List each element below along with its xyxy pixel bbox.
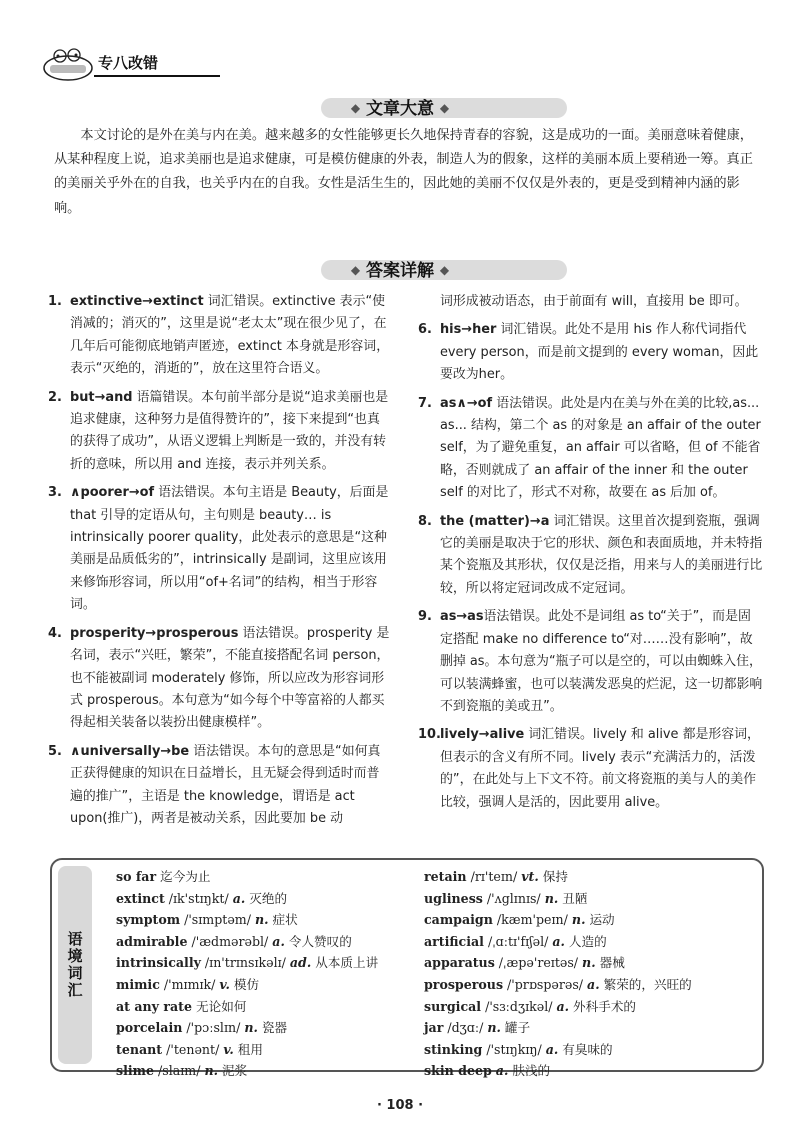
header-title: 专八改错: [98, 54, 159, 72]
vocab-phonetic: /'pɔːslɪn/: [182, 1020, 245, 1036]
vocab-pos: a.: [587, 976, 600, 992]
answer-explanation: 词汇错误。lively 和 alive 都是形容词，但表示的含义有所不同。lively 表示“充满活力的，活泼的”，在此处与上下文不符。前文将瓷瓶的美与人的美作比较，强调人是活的，因此要用 alive。: [440, 727, 760, 810]
answers-heading: [0, 258, 800, 283]
vocab-entry: [424, 866, 754, 888]
vocab-pos: vt.: [521, 869, 539, 884]
vocab-phonetic: /'sɪmptəm/: [180, 912, 255, 928]
diamond-icon: ◆: [350, 101, 361, 115]
vocabulary-label-text: 语境词汇: [65, 931, 84, 999]
vocab-meaning: 模仿: [229, 976, 260, 992]
vocab-pos: n.: [571, 912, 586, 928]
summary-title: 文章大意: [366, 99, 434, 119]
vocab-meaning: 灭绝的: [245, 890, 288, 906]
vocab-pos: a.: [495, 1063, 509, 1079]
vocab-phonetic: /'mɪmɪk/: [159, 976, 220, 992]
vocab-phonetic: /'sɜːdʒɪkəl/: [481, 998, 557, 1014]
answer-explanation: 词汇错误。这里首次提到瓷瓶，强调它的美丽是取决于它的形状、颜色和表面质地，并未特指某个瓷瓶及其形状，仅仅是泛指，用来与人的美丽进行比较，所以将定冠词改成不定冠词。: [440, 513, 763, 596]
vocabulary-right-column: [424, 866, 754, 1082]
answers-right-column: [418, 291, 763, 820]
vocab-meaning: 罐子: [500, 1020, 531, 1036]
vocab-pos: v.: [223, 1041, 234, 1057]
vocab-phonetic: /'ʌglɪnɪs/: [482, 890, 545, 906]
answer-correction: ∧poorer→of: [70, 485, 155, 501]
vocab-word: artificial: [424, 933, 484, 949]
vocab-pos: v.: [219, 976, 230, 992]
answer-item: [418, 606, 763, 718]
answer-number: 1.: [48, 294, 62, 309]
answer-item: [418, 319, 763, 386]
vocab-pos: n.: [255, 912, 269, 928]
answer-item: [48, 482, 392, 616]
vocab-word: jar: [424, 1020, 444, 1036]
diamond-icon: ◆: [439, 101, 450, 115]
vocab-word: stinking: [424, 1041, 483, 1057]
answer-explanation: 语法错误。本句的意思是“如何真正获得健康的知识在日益增长，且无疑会得到适时而普遍的推广”，主语是 the knowledge，谓语是 act upon(推广)，两者是被动关系，因此要加 be 动: [70, 743, 381, 826]
vocab-entry: [424, 1017, 754, 1039]
vocab-pos: n.: [204, 1063, 219, 1079]
vocab-pos: n.: [244, 1020, 258, 1036]
answer-correction: extinctive→extinct: [70, 294, 204, 309]
vocab-word: so far: [116, 869, 157, 884]
answer-explanation: 词汇错误。extinctive 表示“使消减的；消灭的”，这里是说“老太太”现在很少见了，在几年后可能彻底地销声匿迹，extinct 本身就是形容词，表示“灭绝的，消逝的”，放在这里符合语义。: [70, 294, 390, 377]
diamond-icon: ◆: [350, 263, 361, 277]
answer-item: [48, 387, 392, 477]
vocab-pos: a.: [272, 933, 285, 949]
vocab-word: tenant: [116, 1041, 163, 1057]
vocab-phonetic: /'stɪŋkɪŋ/: [482, 1041, 546, 1057]
answer-correction: as∧→of: [440, 395, 493, 411]
vocab-pos: a.: [556, 998, 570, 1014]
vocab-meaning: 运动: [585, 912, 615, 928]
vocab-word: symptom: [116, 912, 181, 928]
vocabulary-left-column: [116, 866, 416, 1082]
answer-correction: ∧universally→be: [70, 743, 190, 759]
vocab-meaning: 无论如何: [192, 998, 247, 1014]
answer-correction: as→as: [440, 609, 484, 625]
vocab-entry: [424, 909, 754, 931]
answer-correction: lively→alive: [440, 727, 525, 743]
vocab-entry: [116, 952, 416, 974]
vocab-pos: a.: [232, 890, 246, 906]
vocab-meaning: 繁荣的，兴旺的: [599, 976, 692, 992]
answer-correction: prosperity→prosperous: [70, 625, 239, 641]
vocab-pos: a.: [552, 933, 565, 949]
vocab-word: apparatus: [424, 955, 495, 971]
vocab-phonetic: /slaɪm/: [154, 1063, 205, 1079]
answer-item: [48, 291, 392, 381]
answers-title: 答案详解: [366, 261, 434, 281]
vocab-pos: n.: [544, 890, 559, 906]
vocab-word: prosperous: [424, 976, 504, 992]
vocab-word: at any rate: [116, 998, 193, 1014]
vocab-entry: [116, 1060, 416, 1082]
vocab-phonetic: /ˌæpə'reɪtəs/: [494, 955, 583, 971]
vocabulary-box: [50, 858, 764, 1079]
vocab-pos: a.: [545, 1041, 559, 1057]
vocab-phonetic: /'ædmərəbl/: [187, 933, 273, 949]
vocab-meaning: 迄今为止: [156, 869, 211, 884]
answer-correction: his→her: [440, 322, 497, 338]
vocab-meaning: 丑陋: [558, 890, 588, 906]
answer-explanation: 语篇错误。本句前半部分是说“追求美丽也是追求健康，这种努力是值得赞许的”，接下来提到“也真的获得了成功”，从语义逻辑上判断是一致的，并没有转折的意味，所以用 and 连接，表示并列关系。: [70, 389, 389, 472]
vocab-meaning: 保持: [538, 869, 568, 884]
vocab-meaning: 器械: [595, 955, 625, 971]
diamond-icon: ◆: [439, 263, 450, 277]
vocab-meaning: 瓷器: [257, 1020, 288, 1036]
answer-item: [48, 741, 392, 831]
vocab-entry: [116, 1039, 416, 1061]
vocab-entry: [424, 952, 754, 974]
vocab-word: extinct: [116, 890, 165, 906]
vocab-meaning: 症状: [268, 912, 298, 928]
header-underline: [94, 75, 220, 77]
vocab-meaning: 外科手术的: [569, 998, 637, 1014]
vocab-meaning: 令人赞叹的: [284, 933, 352, 949]
vocab-phonetic: /'prɒspərəs/: [503, 976, 588, 992]
vocab-word: retain: [424, 869, 467, 884]
answer-item: [48, 623, 392, 735]
answer-correction: the (matter)→a: [440, 513, 550, 529]
page-header: [42, 42, 182, 82]
vocab-phonetic: /ɪn'trɪnsɪkəlɪ/: [200, 955, 290, 971]
vocab-word: surgical: [424, 998, 482, 1014]
answer-number: 7.: [418, 395, 432, 411]
vocab-word: porcelain: [116, 1020, 183, 1036]
answer-item: [418, 724, 763, 814]
answer-number: 8.: [418, 513, 432, 529]
vocab-word: mimic: [116, 976, 160, 992]
summary-heading: [0, 96, 800, 121]
vocab-entry: [116, 888, 416, 910]
vocab-word: skin deep: [424, 1063, 492, 1079]
vocab-entry: [116, 931, 416, 953]
answer-explanation: 语法错误。此处是内在美与外在美的比较,as... as... 结构，第二个 as 的对象是 an affair of the outer self，为了避免重复，an affair 可以省略，但 of 不能省略，否则就成了 an affair of the inner 和 the outer self 的对比了，形式不对称，故要在 as 后加 of。: [440, 395, 761, 501]
page-number: · 108 ·: [376, 1098, 424, 1113]
vocab-entry: [424, 888, 754, 910]
vocab-meaning: 租用: [233, 1041, 263, 1057]
vocab-pos: n.: [582, 955, 596, 971]
answer-number: 4.: [48, 625, 62, 641]
answer-item: [418, 511, 763, 601]
vocab-word: intrinsically: [116, 955, 201, 971]
answer-number: 6.: [418, 322, 432, 338]
vocab-word: ugliness: [424, 890, 483, 906]
answer-correction: but→and: [70, 389, 133, 405]
vocab-meaning: 有臭味的: [558, 1041, 613, 1057]
answers-left-column: [48, 291, 392, 836]
vocab-phonetic: /ˌɑːtɪ'fɪʃəl/: [483, 933, 553, 949]
answer-continuation: 词形成被动语态，由于前面有 will，直接用 be 即可。: [440, 294, 748, 309]
vocab-entry: [424, 974, 754, 996]
vocab-meaning: 人造的: [564, 933, 607, 949]
vocab-meaning: 泥浆: [218, 1063, 248, 1079]
vocab-phonetic: /'tenənt/: [162, 1041, 224, 1057]
vocab-entry: [424, 931, 754, 953]
vocab-pos: n.: [487, 1020, 501, 1036]
answer-explanation: 语法错误。prosperity 是名词，表示“兴旺，繁荣”，不能直接搭配名词 person，也不能被副词 moderately 修饰，所以应改为形容词形式 prosperous。本句意为“如今每个中等富裕的人都买得起相关装备以装扮出健康模样”。: [70, 625, 390, 731]
vocab-entry: [116, 1017, 416, 1039]
vocab-pos: ad.: [289, 955, 312, 971]
vocab-phonetic: /kæm'peɪn/: [492, 912, 572, 928]
vocab-entry: [424, 996, 754, 1018]
vocab-word: campaign: [424, 912, 493, 928]
answer-number: 9.: [418, 609, 432, 625]
vocab-entry: [424, 1039, 754, 1061]
vocab-phonetic: /ɪk'stɪŋkt/: [164, 890, 233, 906]
answer-explanation: 词汇错误。此处不是用 his 作人称代词指代 every person，而是前文提到的 every woman，因此要改为her。: [440, 322, 759, 383]
vocab-word: admirable: [116, 933, 188, 949]
vocab-entry: [424, 1060, 754, 1082]
vocab-word: slime: [116, 1063, 154, 1079]
vocab-meaning: 肤浅的: [508, 1063, 551, 1079]
mascot-logo-icon: [42, 46, 94, 82]
vocab-meaning: 从本质上讲: [311, 955, 379, 971]
answer-number: 10.: [418, 727, 441, 743]
answer-explanation: 语法错误。此处不是词组 as to“关于”，而是固定搭配 make no difference to“对……没有影响”，故删掉 as。本句意为“瓶子可以是空的，可以由蜘蛛入住，可以装满蜂蜜，也可以装满发恶臭的烂泥，这一切都影响不到瓷瓶的美或丑”。: [440, 609, 763, 714]
answer-item: [418, 393, 763, 505]
vocabulary-label: [58, 866, 92, 1064]
vocab-phonetic: /dʒɑː/: [443, 1020, 488, 1036]
vocab-entry: [116, 909, 416, 931]
answer-explanation: 语法错误。本句主语是 Beauty，后面是 that 引导的定语从句，主句则是 beauty… is intrinsically poorer quality，此处表示的意思是“这种美丽是品质低劣的”，intrinsically 是副词，这里应该用来修饰形容词，所以用“of+名词”的结构，相当于形容词。: [70, 485, 389, 613]
vocab-entry: [116, 866, 416, 888]
answer-number: 5.: [48, 743, 62, 759]
answer-number: 3.: [48, 485, 62, 501]
summary-text: 本文讨论的是外在美与内在美。越来越多的女性能够更长久地保持青春的容貌，这是成功的一面。美丽意味着健康，从某种程度上说，追求美丽也是追求健康，可是模仿健康的外表，制造人为的假象，这样的美丽本质上要稍逊一筹。真正的美丽关乎外在的自我，也关乎内在的自我。女性是活生生的，因此她的美丽不仅仅是外表的，更是受到精神内涵的影响。: [54, 128, 753, 216]
vocab-phonetic: /rɪ'teɪn/: [466, 869, 522, 884]
vocab-entry: [116, 996, 416, 1018]
vocab-entry: [116, 974, 416, 996]
answer-number: 2.: [48, 389, 62, 405]
